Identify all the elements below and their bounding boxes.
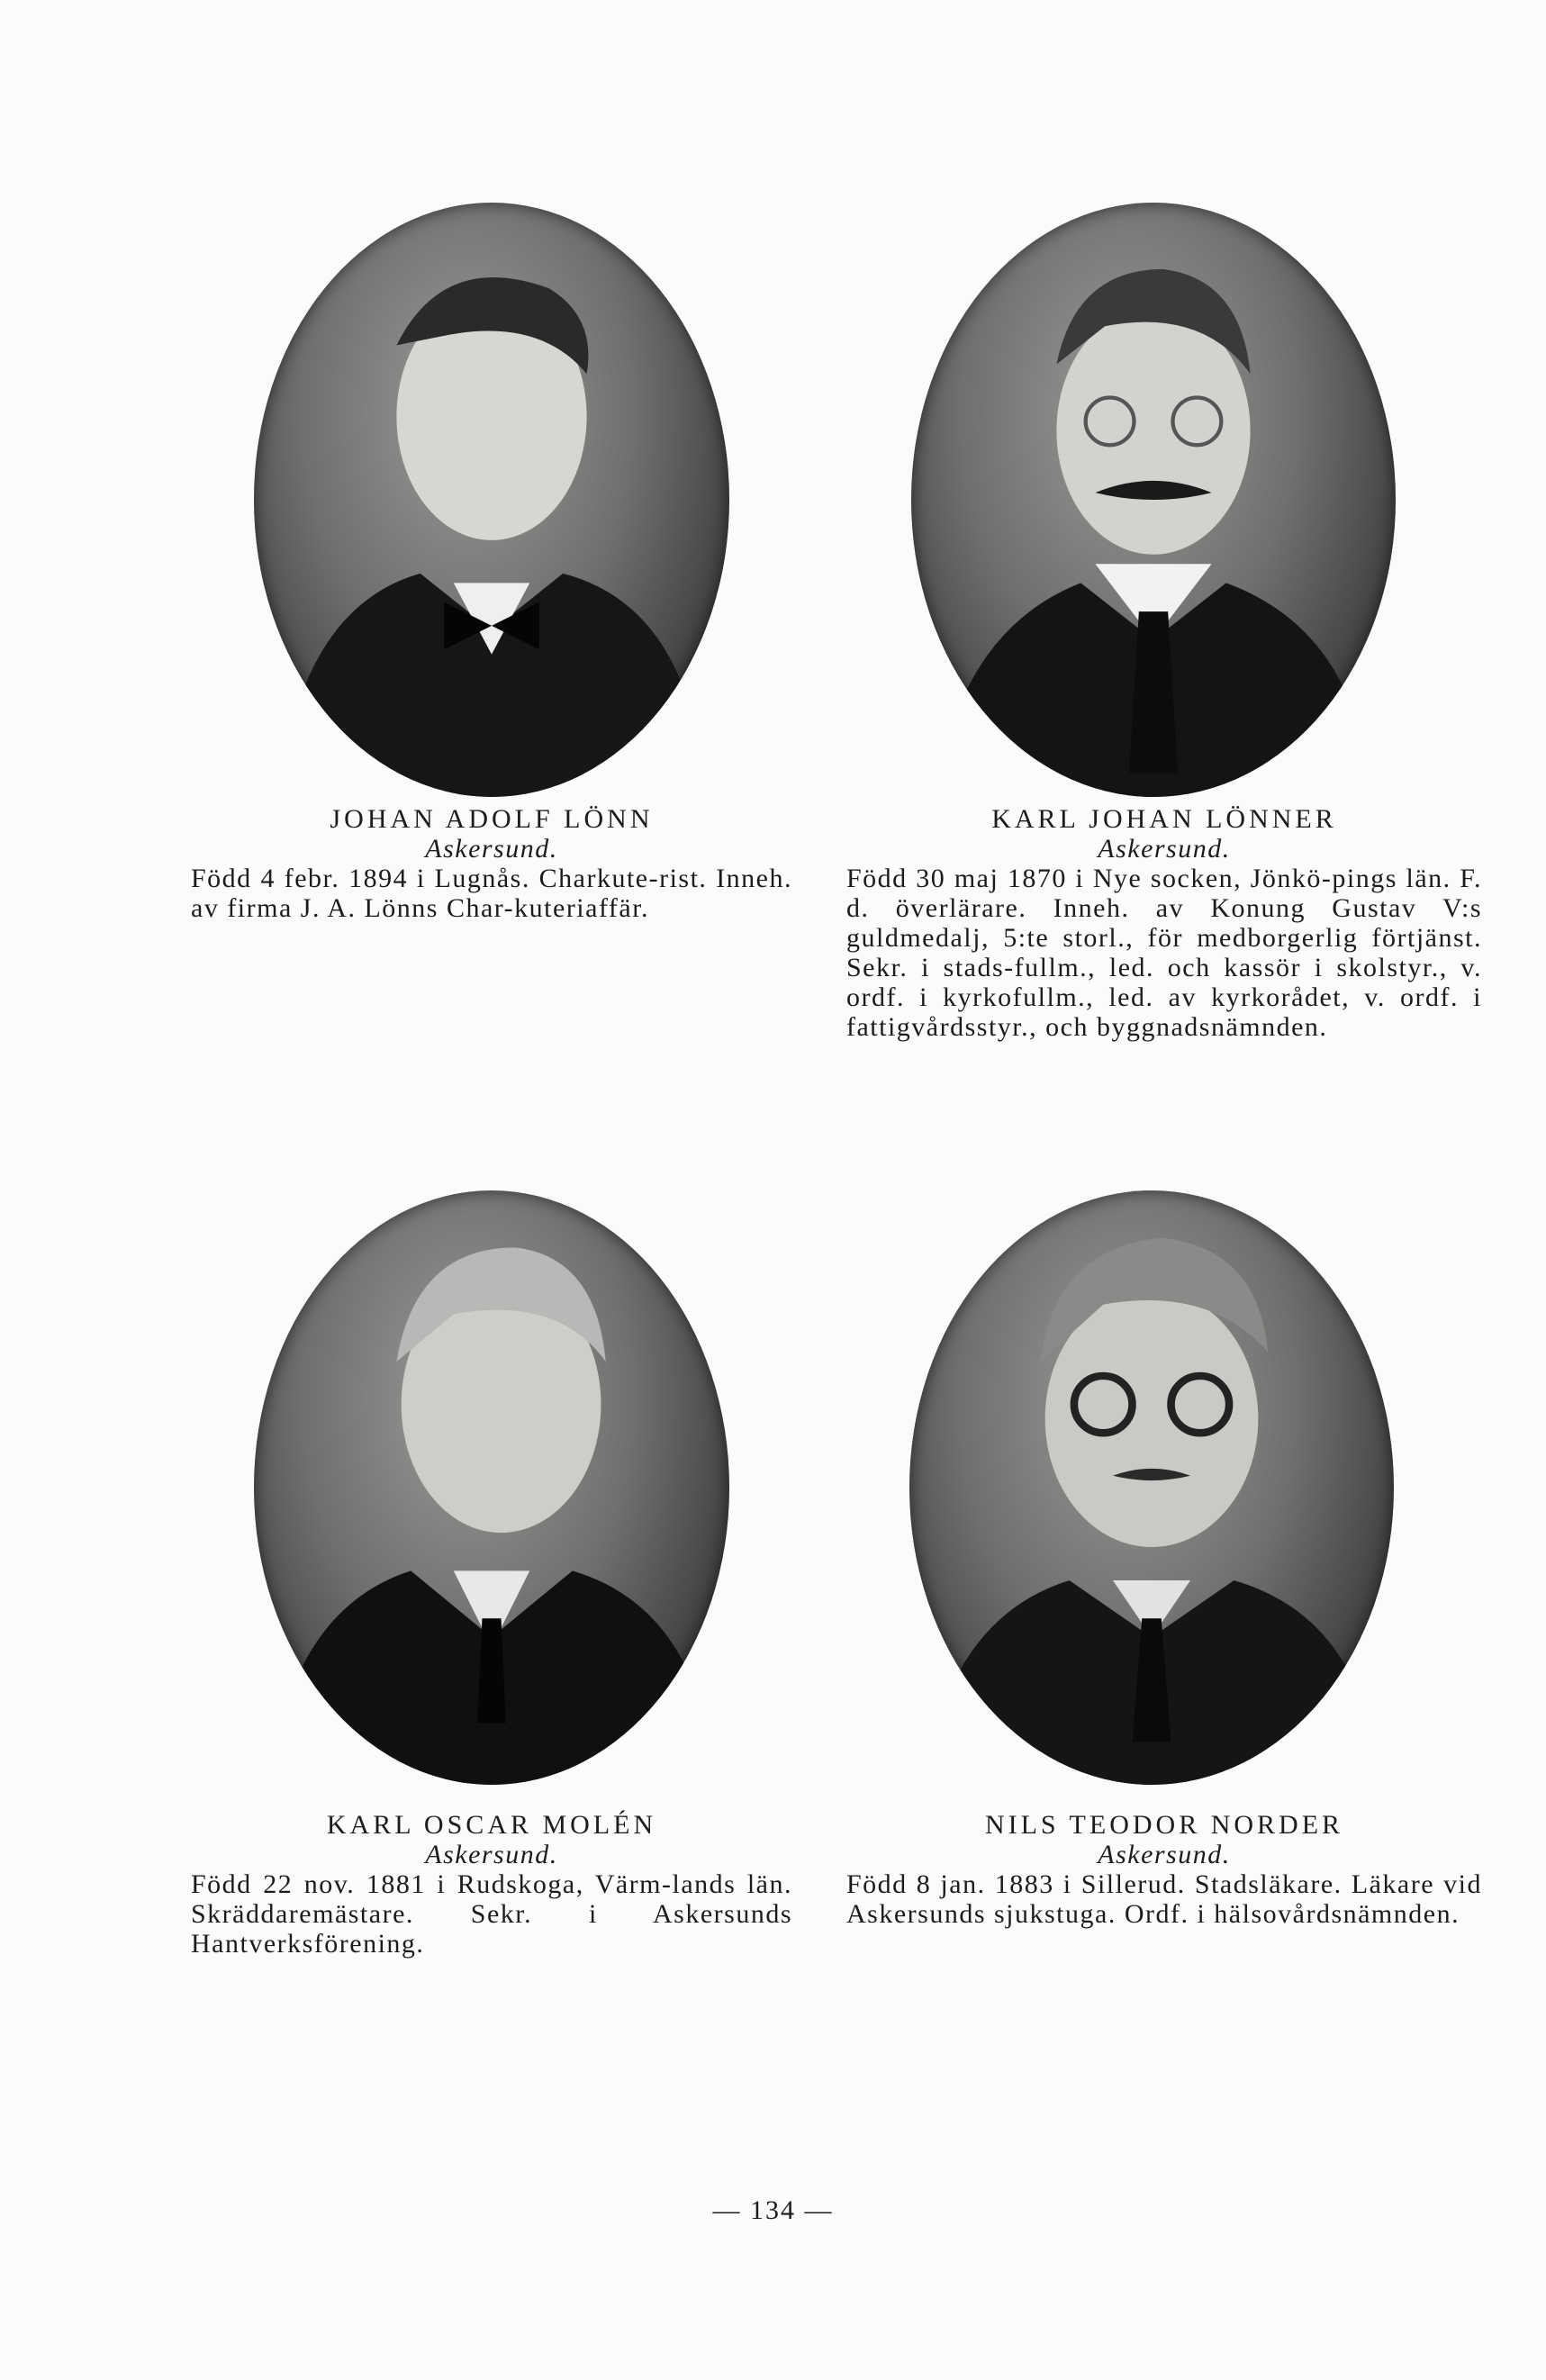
entry-2-bio: Född 30 maj 1870 i Nye socken, Jönkö-pings län. F. d. överlärare. Inneh. av Konung Gustav V:s guldmedalj, 5:te storl., för medborgerlig förtjänst. Sekr. i stads-fullm., led. och kassör i skolstyr., v. ordf. i kyrkofullm., led. av kyrkorådet, v. ordf. i fattigvårdsstyr., och byggnadsnämnden. (846, 864, 1482, 1042)
entry-1-name: JOHAN ADOLF LÖNN (330, 804, 654, 834)
entry-2-place: Askersund. (1098, 834, 1231, 864)
entry-1-place: Askersund. (425, 834, 558, 864)
page-number: — 134 — (712, 2195, 834, 2225)
portrait-karl-johan-lonner (911, 203, 1396, 797)
portrait-nils-teodor-norder (909, 1190, 1394, 1785)
entry-1-bio: Född 4 febr. 1894 i Lugnås. Charkute-rist. Inneh. av firma J. A. Lönns Char-kuteriaffär. (191, 864, 792, 923)
entry-2-name: KARL JOHAN LÖNNER (991, 804, 1337, 834)
entry-4-name: NILS TEODOR NORDER (984, 1810, 1344, 1840)
portrait-johan-adolf-lonn (254, 203, 729, 797)
entry-4-bio: Född 8 jan. 1883 i Sillerud. Stadsläkare. Läkare vid Askersunds sjukstuga. Ordf. i hälsovårdsnämnden. (846, 1869, 1482, 1929)
entry-3-bio: Född 22 nov. 1881 i Rudskoga, Värm-lands län. Skräddaremästare. Sekr. i Askersunds Hantverksförening. (191, 1869, 792, 1959)
entry-3-name: KARL OSCAR MOLÉN (326, 1810, 657, 1840)
entry-3-place: Askersund. (425, 1840, 558, 1869)
entry-4-place: Askersund. (1098, 1840, 1231, 1869)
portrait-karl-oscar-molen (254, 1190, 729, 1785)
